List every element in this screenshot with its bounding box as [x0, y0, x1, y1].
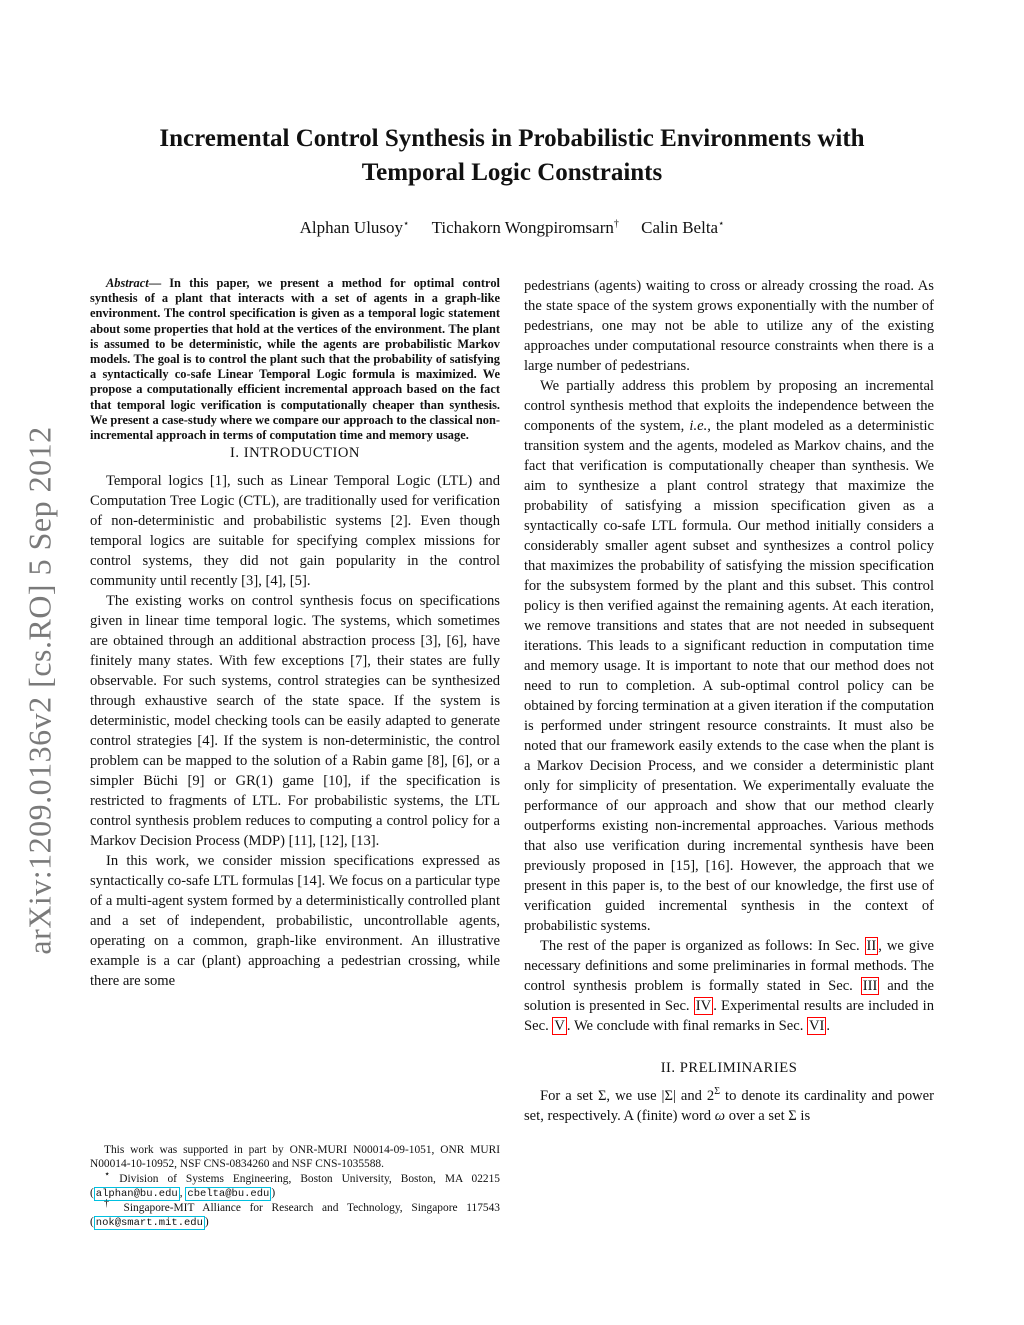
prelim-paragraph-1 [524, 1086, 934, 1126]
affiliation-mark: † [613, 218, 619, 230]
arxiv-sidebar [10, 370, 70, 1010]
section-heading-introduction [90, 443, 500, 463]
paragraph-text: The rest of the paper is organized as follows: In Sec. [540, 938, 865, 954]
author-name: Tichakorn Wongpiromsarn [431, 218, 614, 237]
intro-paragraph-2: The existing works on control synthesis focus on specifications given in linear time temporal logic. The systems, which sometimes are obtained through an additional abstraction process [3], [6], have finitely many states. With few exceptions [7], their states are fully observable. For such systems, control strategies can be synthesized through exhaustive search of the state space. If the system is deterministic, model checking tools can be easily adapted to generate control strategies [4]. If the system is non-deterministic, the control problem can be mapped to the solution of a Rabin game [8], [6], or a simpler Büchi [9] or GR(1) game [10], if the specification is restricted to fragments of LTL. For probabilistic systems, the LTL control synthesis problem reduces to computing a control policy for a Markov Decision Process (MDP) [11], [12], [13]. [90, 593, 500, 850]
footnote-mark: † [104, 1198, 115, 1210]
section-title-rest: NTRODUCTION [249, 445, 360, 462]
section-title-initial: I [243, 445, 250, 462]
superscript-sigma: Σ [714, 1086, 721, 1098]
email-link-alphan[interactable]: alphan@bu.edu [95, 1188, 178, 1200]
italic-ie: i.e. [689, 418, 708, 434]
section-link-v[interactable]: V [554, 1018, 565, 1034]
symbol-omega: ω [714, 1108, 726, 1124]
paragraph-text: For a set Σ, we use |Σ| and 2 [540, 1088, 715, 1104]
affiliation-mark: ⋆ [403, 218, 410, 230]
paragraph-text: over a set Σ is [725, 1108, 811, 1124]
intro-paragraph-1: Temporal logics [1], such as Linear Temporal Logic (LTL) and Computation Tree Logic (CTL), are traditionally used for verification of non-deterministic and probabilistic systems [2]. Even though temporal logics are suitable for specifying complex missions for control systems, they did not gain popularity in the control community until recently [3], [4], [5]. [90, 473, 500, 590]
footnote-funding: This work was supported in part by ONR-MURI N00014-09-1051, ONR MURI N00014-10-10952, NSF CNS-0834260 and NSF CNS-1035588. [90, 1144, 500, 1170]
footnote-text: Singapore-MIT Alliance for Research and Technology, Singapore 117543 ( [90, 1202, 500, 1228]
abstract-dash: — [148, 276, 170, 290]
author-3 [641, 218, 724, 237]
author-2 [432, 218, 619, 237]
paragraph-text: , the plant modeled as a deterministic transition system and the agents, modeled as Markov chains, and the fact that verification is computationally cheaper than synthesis. We aim to synthesize a plant control strategy that maximize the probability of satisfying a mission specification given as a syntactically co-safe LTL formula. Our method initially considers a considerably smaller agent subset and synthesizes a control policy that maximizes the probability of satisfying the mission specification for the subsystem formed by the plant and this subset. This control policy is then verified against the remaining agents. At each iteration, we remove transitions and states that are not needed in subsequent iterations. This leads to a significant reduction in computation time and memory usage. It is important to note that our method does not need to run to completion. A sub-optimal control policy can be obtained by forcing termination at a given iteration if the computation is performed under stringent resource constraints. It must also be noted that our framework easily extends to the case when the plant is a Markov Decision Process, and we consider a deterministic plant only for simplicity of presentation. We experimentally evaluate the performance of our approach and show that our method clearly outperforms existing non-incremental approaches. Various methods that also use verification during incremental synthesis have been previously proposed in [15], [16]. However, the approach that we present in this paper is, to the best of our knowledge, the first use of verification guided incremental synthesis in the context of probabilistic systems. [524, 418, 934, 934]
footnote-separator: , [179, 1187, 186, 1199]
abstract-label: Abstract [106, 276, 149, 290]
title-line-2: Temporal Logic Constraints [361, 159, 663, 186]
footnote-mark: ⋆ [104, 1169, 111, 1181]
abstract-text: In this paper, we present a method for optimal control synthesis of a plant that interacts with a set of agents in a graph-like environment. The control specification is given as a temporal logic statement about some properties that hold at the vertices of the environment. The plant is assumed to be deterministic, while the agents are probabilistic Markov models. The goal is to control the plant such that the probability of satisfying a syntactically co-safe Linear Temporal Logic formula is maximized. We propose a computationally efficient incremental approach based on the fact that temporal logic verification is computationally cheaper than synthesis. We present a case-study where we compare our approach to the classical non-incremental approach in terms of computation time and memory usage. [90, 276, 500, 443]
intro-paragraph-3: In this work, we consider mission specifications expressed as syntactically co-safe LTL formulas [14]. We focus on a particular type of a multi-agent system formed by a deterministically controlled plant and a set of independent, probabilistic, uncontrollable agents, operating on a common, graph-like environment. An illustrative example is a car (plant) approaching a pedestrian crossing, while there are some [90, 853, 500, 990]
paragraph-text: We partially address this problem by proposing an incremental control synthesis method that exploits the independence between the components of the system, [524, 378, 934, 434]
title-line-1: Incremental Control Synthesis in Probabilistic Environments with [159, 125, 865, 152]
section-link-iv[interactable]: IV [695, 998, 712, 1014]
intro-paragraph-5 [524, 936, 934, 1036]
abstract [90, 276, 500, 443]
section-link-vi[interactable]: VI [809, 1018, 825, 1034]
section-title-initial: P [679, 1060, 689, 1076]
arxiv-identifier: arXiv:1209.0136v2 [cs.RO] 5 Sep 2012 [21, 425, 58, 955]
paragraph-text: to denote its cardinality and power set, respectively. A (finite) word [524, 1088, 935, 1124]
intro-paragraph-4 [524, 376, 934, 936]
affiliation-mark: ⋆ [718, 218, 725, 230]
paragraph-text: . We conclude with final remarks in Sec. [566, 1018, 808, 1034]
paragraph-text: . [826, 1018, 831, 1034]
footnote-text: Division of Systems Engineering, Boston University, Boston, MA 02215 ( [90, 1173, 500, 1199]
intro-paragraph-3-continued: pedestrians (agents) waiting to cross or already crossing the road. As the state space of the system grows exponentially with the number of pedestrians, one may not be able to utilize any of the existing approaches under computational resource constraints when there is a large number of pedestrians. [524, 278, 934, 374]
section-heading-preliminaries [524, 1058, 934, 1078]
section-link-ii[interactable]: II [866, 938, 877, 954]
paragraph-text: , we give necessary definitions and some preliminaries in formal methods. The control synthesis problem is formally stated in Sec. [524, 938, 934, 994]
left-column [90, 276, 500, 991]
section-number: II. [660, 1060, 676, 1076]
email-link-cbelta[interactable]: cbelta@bu.edu [187, 1188, 270, 1200]
footnote-text: ) [204, 1216, 209, 1228]
author-name: Alphan Ulusoy [299, 218, 404, 237]
footnote-affiliation-smart [90, 1198, 500, 1229]
section-link-iii[interactable]: III [862, 978, 878, 994]
footnote-text: ) [271, 1187, 276, 1199]
paragraph-text: and the solution is presented in Sec. [524, 978, 934, 1014]
footnote-affiliation-bu [90, 1169, 500, 1200]
author-name: Calin Belta [641, 218, 719, 237]
section-title-rest: RELIMINARIES [688, 1060, 798, 1076]
paper-title [90, 122, 934, 190]
author-1 [300, 218, 410, 237]
section-number: I. [230, 445, 240, 462]
author-list [90, 218, 934, 238]
right-column [524, 276, 934, 1126]
paragraph-text: . Experimental results are included in Sec. [524, 998, 934, 1034]
email-link-nok[interactable]: nok@smart.mit.edu [95, 1217, 203, 1229]
footnotes [90, 1143, 500, 1230]
